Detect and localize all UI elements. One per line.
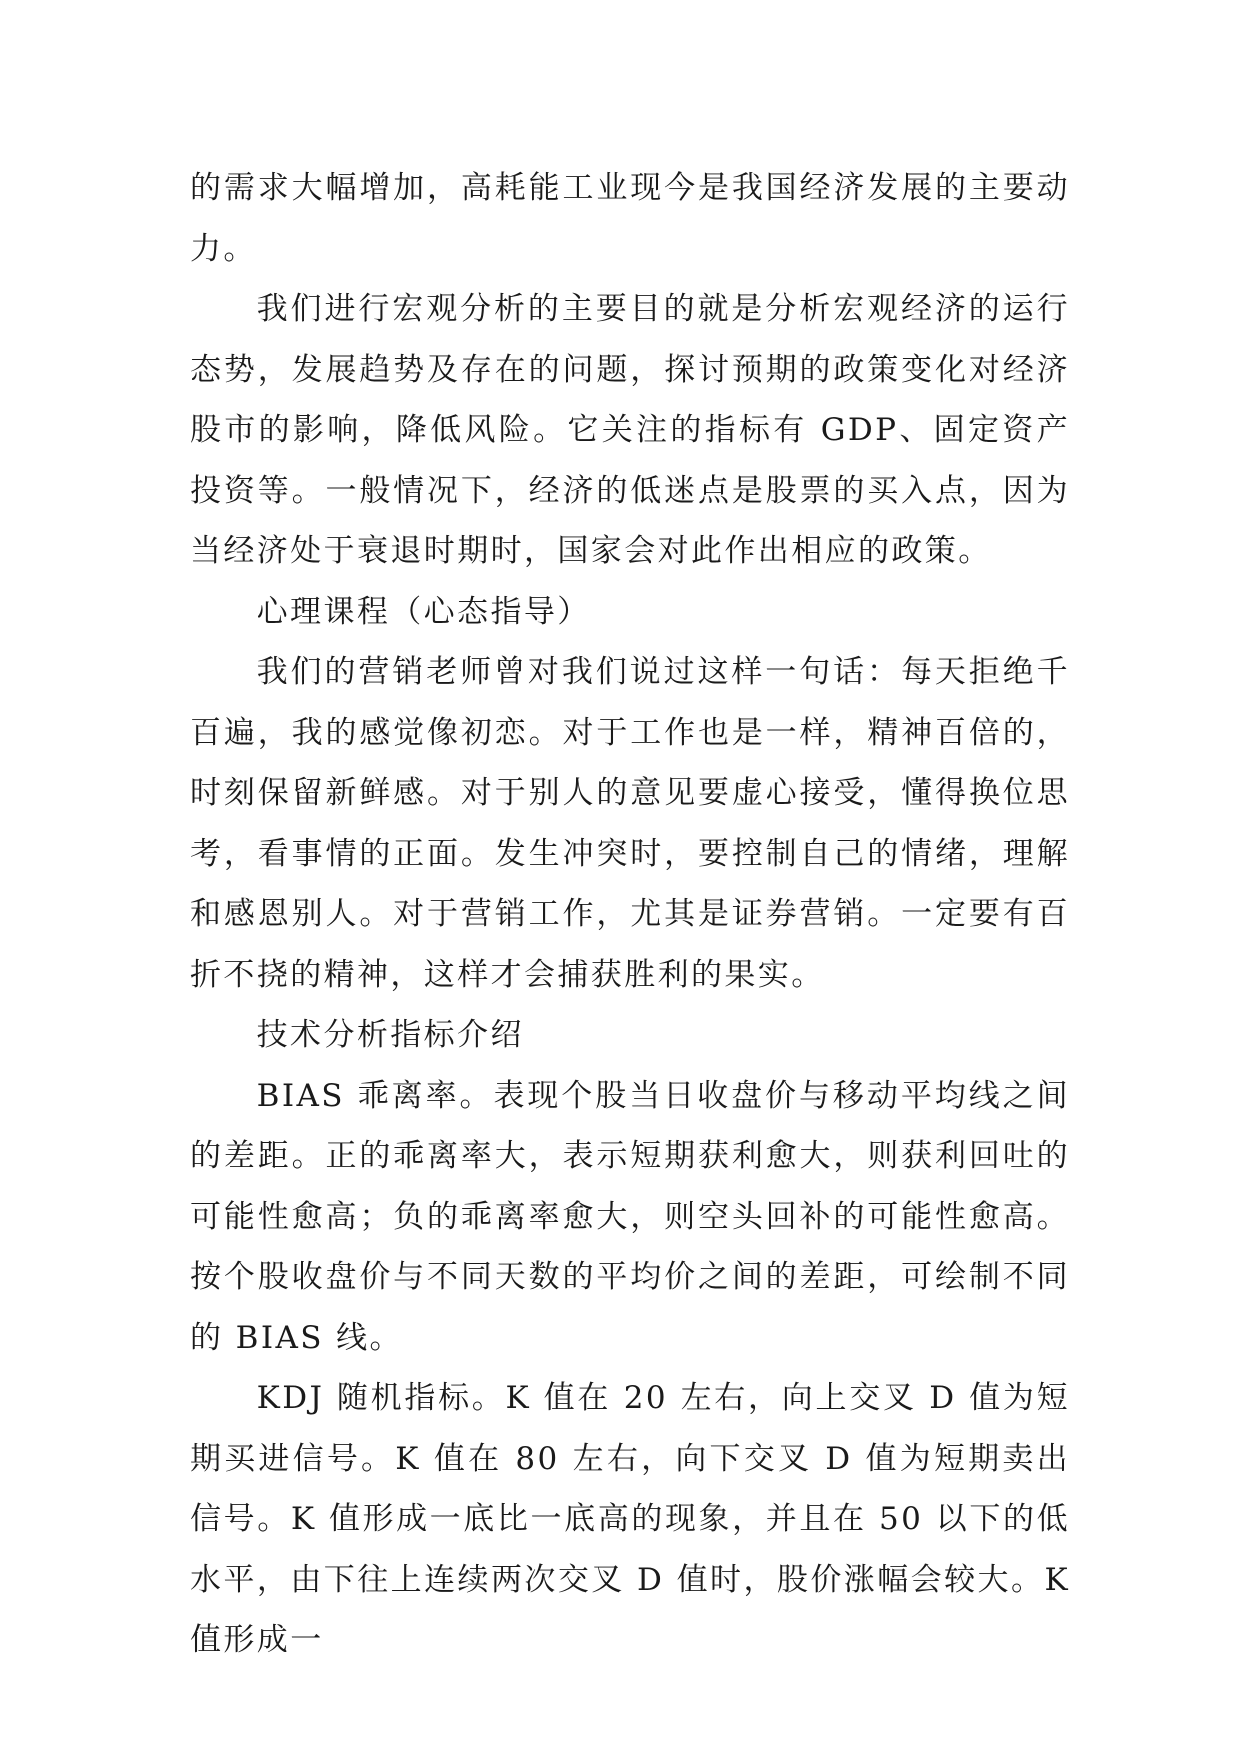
paragraph-kdj: KDJ 随机指标。K 值在 20 左右，向上交叉 D 值为短期买进信号。K 值在 80 左右，向下交叉 D 值为短期卖出信号。K 值形成一底比一底高的现象，并且在 50 以下的低水平，由下往上连续两次交叉 D 值时，股价涨幅会较大。K 值形成一 [190, 1380, 1070, 1658]
heading-technical-indicators: 技术分析指标介绍 [256, 1017, 524, 1053]
paragraph-macro-analysis: 我们进行宏观分析的主要目的就是分析宏观经济的运行态势，发展趋势及存在的问题，探讨预期的政策变化对经济股市的影响，降低风险。它关注的指标有 GDP、固定资产投资等。一般情况下，经济的低迷点是股票的买入点，因为当经济处于衰退时期时，国家会对此作出相应的政策。 [190, 291, 1070, 569]
paragraph-continuation: 的需求大幅增加，高耗能工业现今是我国经济发展的主要动力。 [190, 170, 1070, 267]
body-text [190, 158, 1070, 1671]
heading-psychology-course: 心理课程（心态指导） [256, 593, 591, 630]
paragraph-marketing-mindset: 我们的营销老师曾对我们说过这样一句话：每天拒绝千百遍，我的感觉像初恋。对于工作也是一样，精神百倍的，时刻保留新鲜感。对于别人的意见要虚心接受，懂得换位思考，看事情的正面。发生冲突时，要控制自己的情绪，理解和感恩别人。对于营销工作，尤其是证券营销。一定要有百折不挠的精神，这样才会捕获胜利的果实。 [190, 654, 1070, 993]
paragraph-bias: BIAS 乖离率。表现个股当日收盘价与移动平均线之间的差距。正的乖离率大，表示短期获利愈大，则获利回吐的可能性愈高；负的乖离率愈大，则空头回补的可能性愈高。按个股收盘价与不同天数的平均价之间的差距，可绘制不同的 BIAS 线。 [190, 1077, 1070, 1356]
